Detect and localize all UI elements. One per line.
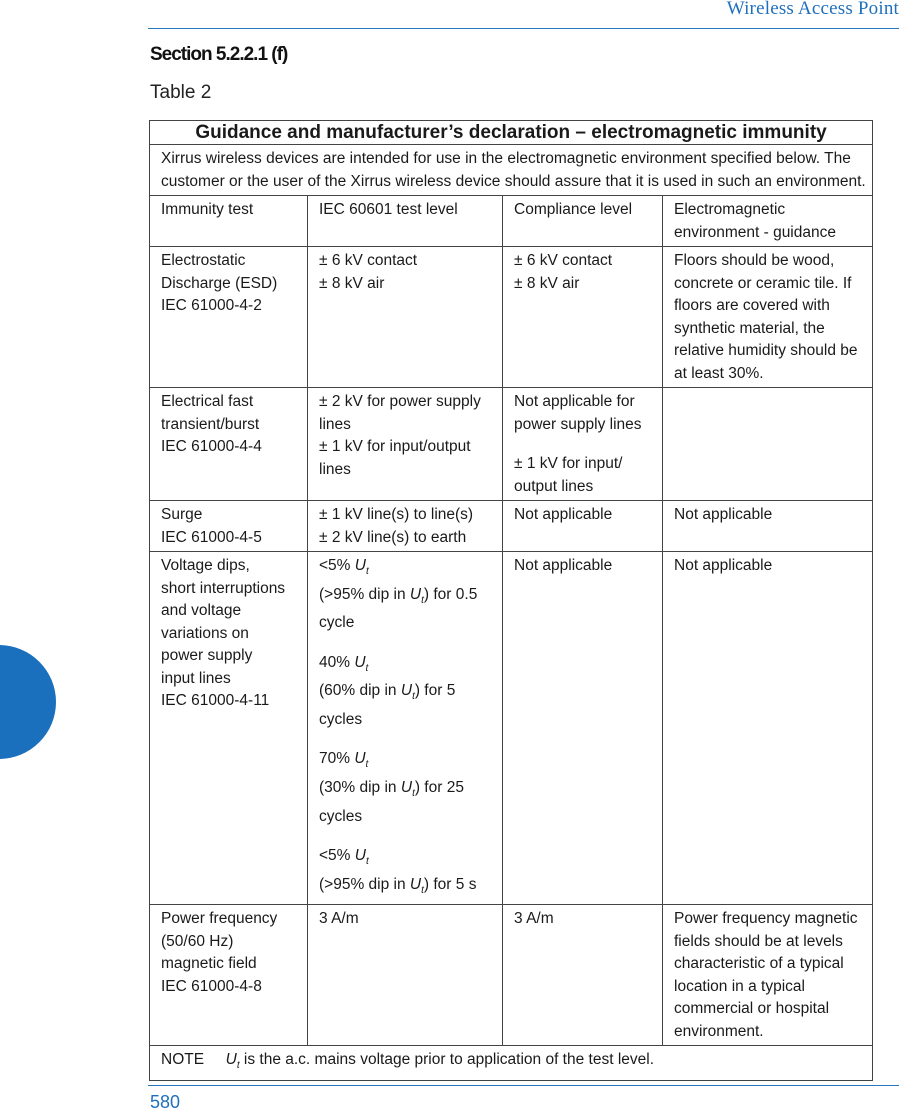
ut-symbol	[354, 653, 369, 674]
guidance-cell: Power frequency magnetic fields should be at levels characteristic of a typical location in a typical commercial or hospital environment.	[663, 905, 873, 1046]
guidance-cell: Floors should be wood, concrete or ceramic tile. If floors are covered with synthetic material, the relative humidity should be at least 30%.	[663, 247, 873, 388]
note-label: NOTE	[161, 1051, 205, 1069]
dip-desc-line	[319, 874, 498, 903]
cell-line: ± 1 kV for input/output lines	[319, 438, 471, 478]
cell-line: Voltage dips,	[161, 557, 250, 574]
dip-level-line	[319, 845, 498, 874]
dip-desc-pre: (30% dip in	[319, 778, 397, 796]
cell-line: magnetic field	[161, 955, 257, 973]
immunity-test-cell	[150, 905, 308, 1046]
compliance-level-cell: Not applicable	[503, 552, 663, 905]
cell-line: power supply	[161, 647, 253, 664]
cell-gap	[319, 828, 498, 845]
cell-line: ± 2 kV for power supply lines	[319, 393, 481, 433]
dip-percent: <5%	[319, 847, 351, 865]
test-level-cell	[308, 501, 503, 552]
table-title: Guidance and manufacturer’s declaration – electromagnetic immunity	[150, 121, 873, 145]
footer-rule	[148, 1085, 899, 1086]
table-note-row	[150, 1046, 873, 1081]
table-label: Table 2	[150, 82, 212, 103]
ut-symbol	[409, 585, 424, 606]
u-subscript: t	[412, 788, 415, 800]
cell-line: short interruptions	[161, 579, 286, 597]
dip-desc-pre: (>95% dip in	[319, 875, 406, 893]
dip-level-block	[319, 748, 498, 828]
cell-line: ± 1 kV line(s) to line(s)	[319, 506, 474, 523]
dip-desc-post: ) for 5 cycles	[319, 682, 456, 728]
cell-line: (50/60 Hz)	[161, 932, 234, 950]
column-header: IEC 60601 test level	[308, 196, 503, 247]
test-level-cell	[308, 388, 503, 501]
immunity-test-cell	[150, 501, 308, 552]
dip-percent: 40%	[319, 653, 351, 671]
u-subscript: t	[421, 884, 424, 896]
column-header: Immunity test	[150, 196, 308, 247]
compliance-level-cell: Not applicable	[503, 501, 663, 552]
dip-desc-pre: (60% dip in	[319, 682, 397, 700]
ut-symbol	[354, 847, 369, 868]
table-intro: Xirrus wireless devices are intended for use in the electromagnetic environment specified below. The customer or the user of the Xirrus wireless device should assure that it is used in such an environment.	[150, 145, 873, 196]
table-title-row	[150, 121, 873, 145]
u-subscript: t	[365, 662, 369, 674]
dip-level-line	[319, 555, 498, 584]
dip-desc-line	[319, 584, 498, 635]
cell-line: Power frequency	[161, 910, 278, 928]
ut-symbol	[354, 750, 369, 771]
running-header-title: Wireless Access Point	[726, 0, 899, 19]
compliance-level-cell	[503, 388, 663, 501]
cell-line: IEC 61000-4-8	[161, 977, 262, 995]
dip-level-block	[319, 845, 498, 902]
u-letter: U	[409, 585, 422, 603]
header-rule	[148, 28, 899, 29]
table-note	[150, 1046, 873, 1081]
ut-symbol	[400, 778, 415, 800]
u-letter: U	[400, 682, 413, 700]
cell-line: ± 8 kV air	[514, 274, 580, 292]
u-letter: U	[354, 750, 366, 768]
cell-line: IEC 61000-4-5	[161, 528, 262, 546]
table-row-eft	[150, 388, 873, 501]
table-intro-row	[150, 145, 873, 196]
dip-percent: <5%	[319, 557, 351, 574]
dip-level-line	[319, 652, 498, 681]
cell-line: IEC 61000-4-11	[161, 692, 270, 709]
table-row-power-frequency	[150, 905, 873, 1046]
cell-line: ± 1 kV for input/ output lines	[514, 455, 623, 495]
u-subscript: t	[412, 691, 415, 703]
cell-line: Discharge (ESD)	[161, 274, 278, 292]
immunity-test-cell	[150, 247, 308, 388]
page-number: 580	[150, 1092, 181, 1112]
ut-symbol	[225, 1051, 240, 1072]
u-letter: U	[409, 875, 422, 893]
dip-desc-post: ) for 0.5 cycle	[319, 585, 478, 632]
cell-line: IEC 61000-4-2	[161, 297, 262, 314]
test-level-cell: 3 A/m	[308, 905, 503, 1046]
u-letter: U	[354, 847, 366, 865]
guidance-cell	[663, 388, 873, 501]
table-row-surge	[150, 501, 873, 552]
guidance-cell: Not applicable	[663, 552, 873, 905]
dip-desc-post: ) for 25 cycles	[319, 778, 464, 825]
table-row-esd	[150, 247, 873, 388]
ut-symbol	[409, 875, 424, 896]
cell-gap	[319, 635, 498, 652]
cell-line: Not applicable for power supply lines	[514, 393, 642, 433]
cell-gap	[319, 731, 498, 748]
u-subscript: t	[421, 594, 424, 606]
test-level-cell	[308, 247, 503, 388]
dip-desc-line	[319, 777, 498, 828]
u-subscript: t	[365, 566, 369, 578]
cell-line: IEC 61000-4-4	[161, 438, 262, 455]
u-subscript: t	[236, 1060, 240, 1072]
cell-gap	[514, 436, 658, 453]
cell-line: variations on	[161, 624, 249, 642]
note-text: is the a.c. mains voltage prior to application of the test level.	[243, 1051, 655, 1069]
u-subscript: t	[365, 856, 369, 868]
ut-symbol	[354, 557, 369, 578]
cell-line: ± 8 kV air	[319, 274, 385, 292]
immunity-test-cell	[150, 552, 308, 905]
dip-desc-line	[319, 680, 498, 731]
table-row-voltage-dips	[150, 552, 873, 905]
u-letter: U	[354, 653, 366, 671]
compliance-level-cell: 3 A/m	[503, 905, 663, 1046]
guidance-cell: Not applicable	[663, 501, 873, 552]
column-header: Electromagnetic environment - guidance	[663, 196, 873, 247]
dip-percent: 70%	[319, 750, 351, 768]
table-header-row	[150, 196, 873, 247]
u-subscript: t	[365, 759, 369, 771]
u-letter: U	[354, 557, 366, 574]
chapter-tab-circle	[0, 645, 56, 759]
column-header: Compliance level	[503, 196, 663, 247]
dip-desc-post: ) for 5 s	[423, 875, 477, 893]
u-letter: U	[400, 778, 413, 796]
immunity-test-cell	[150, 388, 308, 501]
immunity-table	[149, 120, 873, 1081]
dip-level-line	[319, 748, 498, 777]
compliance-level-cell	[503, 247, 663, 388]
cell-line: and voltage	[161, 602, 242, 619]
u-letter: U	[225, 1051, 237, 1069]
cell-line: Electrostatic	[161, 252, 246, 269]
cell-line: input lines	[161, 669, 231, 687]
cell-line: Electrical fast	[161, 393, 254, 410]
ut-symbol	[400, 682, 415, 703]
section-heading: Section 5.2.2.1 (f)	[150, 44, 288, 65]
test-level-cell	[308, 552, 503, 905]
dip-desc-pre: (>95% dip in	[319, 585, 406, 603]
cell-line: transient/burst	[161, 415, 260, 433]
cell-line: Surge	[161, 506, 203, 523]
cell-line: ± 6 kV contact	[514, 252, 613, 269]
cell-line: ± 2 kV line(s) to earth	[319, 528, 467, 546]
dip-level-block	[319, 555, 498, 635]
dip-level-block	[319, 652, 498, 732]
cell-line: ± 6 kV contact	[319, 252, 418, 269]
